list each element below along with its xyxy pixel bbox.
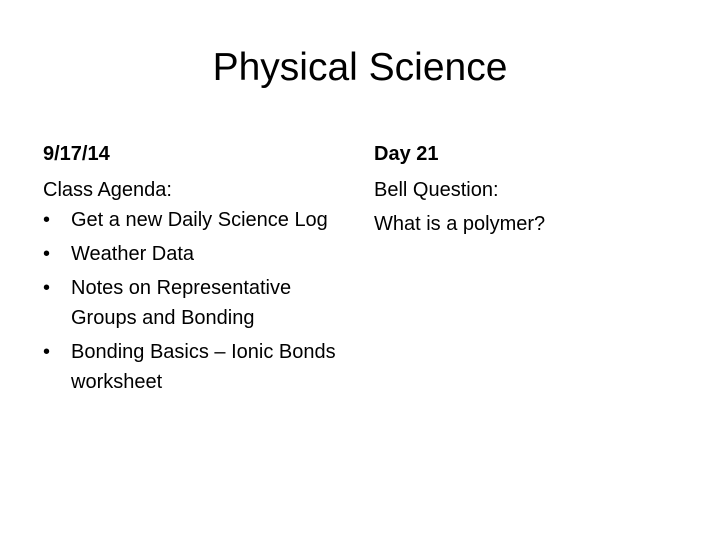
- list-item: [43, 205, 353, 235]
- list-item: [43, 337, 353, 397]
- left-column: [43, 137, 353, 401]
- slide-title: Physical Science: [212, 46, 508, 89]
- list-item: [43, 239, 353, 269]
- agenda-item-text: Bonding Basics – Ionic Bonds worksheet: [71, 341, 336, 393]
- agenda-item-text: Get a new Daily Science Log: [71, 209, 328, 231]
- agenda-item-text: Notes on Representative Groups and Bonding: [71, 277, 292, 329]
- agenda-heading: Class Agenda:: [43, 179, 172, 201]
- bell-question-heading: Bell Question:: [374, 179, 499, 201]
- agenda-list: [43, 205, 353, 397]
- bell-question-text: What is a polymer?: [374, 213, 546, 235]
- list-item: [43, 273, 353, 333]
- date-label: 9/17/14: [43, 143, 110, 165]
- right-column: [374, 137, 694, 241]
- bullet-icon: •: [43, 243, 51, 265]
- agenda-item-text: Weather Data: [71, 243, 195, 265]
- bullet-icon: •: [43, 209, 51, 231]
- bullet-icon: •: [43, 341, 51, 363]
- day-label: Day 21: [374, 143, 439, 165]
- bullet-icon: •: [43, 277, 51, 299]
